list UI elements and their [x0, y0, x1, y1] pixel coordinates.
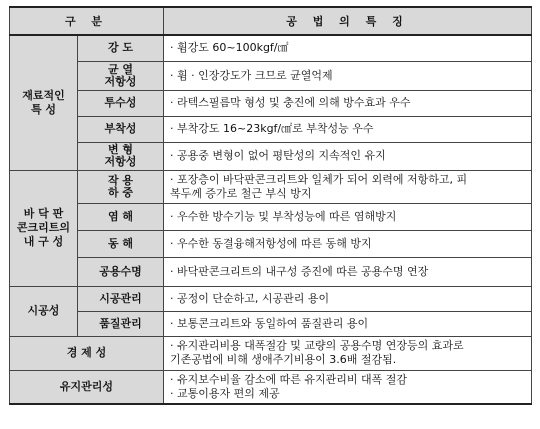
table-row	[10, 142, 532, 170]
header-row	[10, 7, 532, 35]
sub-label: 작 용 하 중	[78, 170, 164, 203]
sub-label: 부착성	[78, 116, 164, 142]
sub-label: 균 열 저항성	[78, 61, 164, 90]
header-category: 구 분	[10, 7, 164, 35]
group-label-durability: 바 닥 판 콘크리트의 내 구 성	[10, 170, 78, 286]
spec-table	[9, 6, 532, 405]
feature-desc: · 우수한 방수기능 및 부착성능에 따른 염해방지	[164, 203, 532, 230]
sub-label: 변 형 저항성	[78, 142, 164, 170]
sub-label: 염 해	[78, 203, 164, 230]
feature-desc: · 공용중 변형이 없어 평탄성의 지속적인 유지	[164, 142, 532, 170]
sub-label: 시공관리	[78, 286, 164, 311]
header-feature: 공 법 의 특 징	[164, 7, 532, 35]
feature-desc: · 유지보수비율 감소에 따른 유지관리비 대폭 절감 · 교통이용자 편의 제공	[164, 370, 532, 404]
feature-desc: · 휨강도 60~100kgf/㎠	[164, 35, 532, 61]
table-row	[10, 336, 532, 370]
feature-desc: · 바닥판콘크리트의 내구성 증진에 따른 공용수명 연장	[164, 257, 532, 286]
feature-desc: · 포장층이 바닥판콘크리트와 일체가 되어 외력에 저항하고, 피 복두께 증가로 철근 부식 방지	[164, 170, 532, 203]
group-label-material: 재료적인 특 성	[10, 35, 78, 170]
feature-desc: · 라텍스필름막 형성 및 충진에 의해 방수효과 우수	[164, 90, 532, 116]
feature-desc: · 공정이 단순하고, 시공관리 용이	[164, 286, 532, 311]
table-row	[10, 116, 532, 142]
table-row	[10, 170, 532, 203]
table-row	[10, 311, 532, 336]
table-row	[10, 61, 532, 90]
feature-desc: · 부착강도 16~23kgf/㎠로 부착성능 우수	[164, 116, 532, 142]
table-row	[10, 203, 532, 230]
group-label-construction: 시공성	[10, 286, 78, 336]
sub-label: 품질관리	[78, 311, 164, 336]
table-row	[10, 90, 532, 116]
sub-label: 공용수명	[78, 257, 164, 286]
table-row	[10, 230, 532, 257]
sub-label: 강 도	[78, 35, 164, 61]
sub-label: 동 해	[78, 230, 164, 257]
table-row	[10, 370, 532, 404]
feature-desc: · 우수한 동결융해저항성에 따른 동해 방지	[164, 230, 532, 257]
feature-desc: · 유지관리비용 대폭절감 및 교량의 공용수명 연장등의 효과로 기존공법에 비해 생애주기비용이 3.6배 절감됨.	[164, 336, 532, 370]
table-row	[10, 35, 532, 61]
group-label-economy: 경 제 성	[10, 336, 164, 370]
sub-label: 투수성	[78, 90, 164, 116]
group-label-maintenance: 유지관리성	[10, 370, 164, 404]
feature-desc: · 보통콘크리트와 동일하여 품질관리 용이	[164, 311, 532, 336]
table-row	[10, 257, 532, 286]
feature-desc: · 휨 · 인장강도가 크므로 균열억제	[164, 61, 532, 90]
table-row	[10, 286, 532, 311]
